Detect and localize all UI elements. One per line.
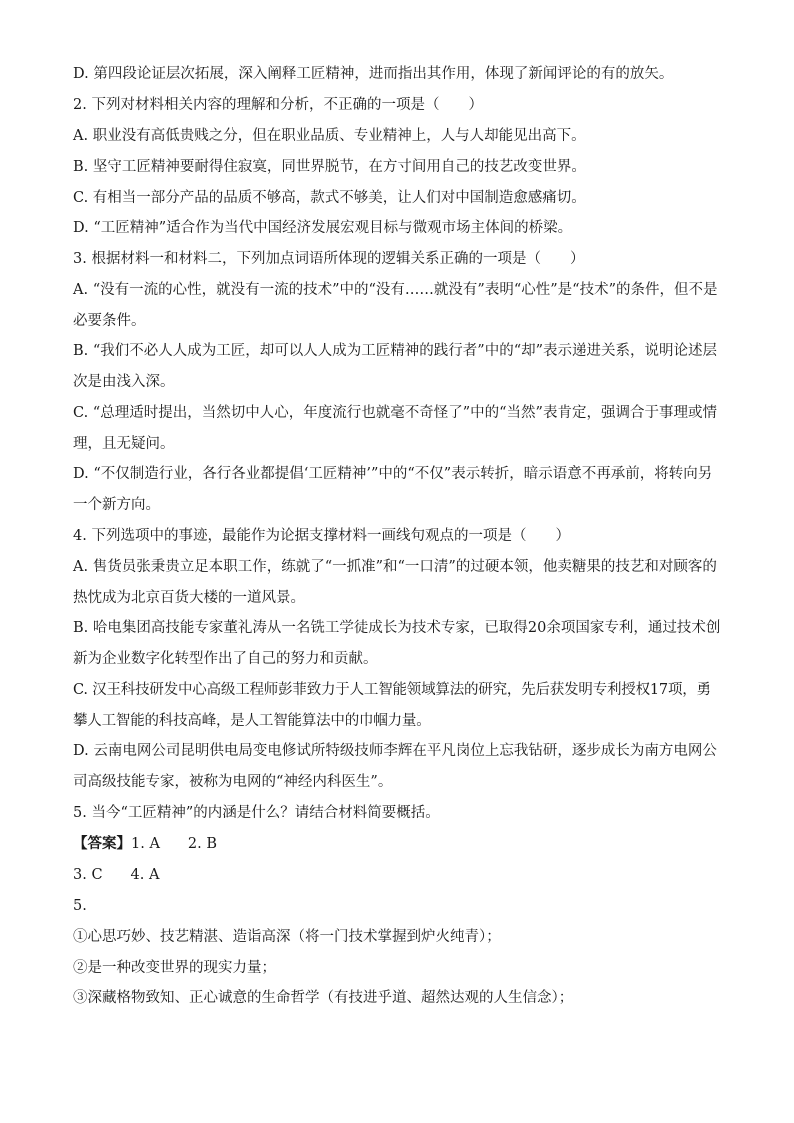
answer-3: 3. C [73, 866, 103, 883]
option-b-q2: B. 坚守工匠精神要耐得住寂寞，同世界脱节，在方寸间用自己的技艺改变世界。 [73, 158, 586, 175]
answer-5-label: 5. [73, 897, 87, 914]
answer-4: 4. A [130, 866, 160, 883]
answer-5-point-2: ②是一种改变世界的现实力量； [73, 959, 276, 976]
question-2: 2. 下列对材料相关内容的理解和分析，不正确的一项是（ ） [73, 96, 483, 113]
option-d-q4: D. 云南电网公司昆明供电局变电修试所特级技师李辉在平凡岗位上忘我钻研，逐步成长为南方电网公司高级技能专家，被称为电网的“神经内科医生”。 [73, 743, 717, 791]
option-c-q4: C. 汉王科技研发中心高级工程师彭菲致力于人工智能领域算法的研究，先后获发明专利授权17项，勇攀人工智能的科技高峰，是人工智能算法中的巾帼力量。 [73, 681, 711, 729]
option-d-q2: D. “工匠精神”适合作为当代中国经济发展宏观目标与微观市场主体间的桥梁。 [73, 220, 573, 237]
answer-row-1 [73, 833, 723, 855]
option-b-q4: B. 哈电集团高技能专家董礼涛从一名铣工学徒成长为技术专家，已取得20余项国家专利，通过技术创新为企业数字化转型作出了自己的努力和贡献。 [73, 620, 721, 668]
option-c-q2: C. 有相当一部分产品的品质不够高，款式不够美，让人们对中国制造愈感痛切。 [73, 189, 586, 206]
question-4: 4. 下列选项中的事迹，最能作为论据支撑材料一画线句观点的一项是（ ） [73, 528, 570, 545]
option-d-q3: D. “不仅制造行业，各行各业都提倡‘工匠精神’”中的“不仅”表示转折，暗示语意不再承前，将转向另一个新方向。 [73, 466, 713, 514]
question-5: 5. 当今“工匠精神”的内涵是什么？请结合材料简要概括。 [73, 805, 440, 822]
option-d-q1: D. 第四段论证层次拓展，深入阐释工匠精神，进而指出其作用，体现了新闻评论的有的放矢。 [73, 66, 674, 82]
option-a-q4: A. 售货员张秉贵立足本职工作，练就了“一抓准”和“一口清”的过硬本领，他卖糖果的技艺和对顾客的热忱成为北京百货大楼的一道风景。 [73, 558, 717, 606]
option-a-q2: A. 职业没有高低贵贱之分，但在职业品质、专业精神上，人与人却能见出高下。 [73, 127, 586, 144]
answer-row-2 [73, 864, 723, 886]
question-3: 3. 根据材料一和材料二，下列加点词语所体现的逻辑关系正确的一项是（ ） [73, 251, 585, 268]
option-b-q3: B. “我们不必人人成为工匠，却可以人人成为工匠精神的践行者”中的“却”表示递进关系，说明论述层次是由浅入深。 [73, 343, 718, 391]
answer-label: 【答案】 [73, 835, 131, 853]
option-a-q3: A. “没有一流的心性，就没有一流的技术”中的“没有……就没有”表明“心性”是“技术”的条件，但不是必要条件。 [73, 281, 718, 329]
option-c-q3: C. “总理适时提出，当然切中人心，年度流行也就毫不奇怪了”中的“当然”表肯定，强调合于事理或情理，且无疑问。 [73, 404, 717, 452]
document-page [73, 63, 723, 1018]
answer-2: 2. B [187, 836, 218, 853]
answer-1: 1. A [131, 836, 160, 853]
answer-5-point-3: ③深藏格物致知、正心诚意的生命哲学（有技进乎道、超然达观的人生信念）； [73, 990, 574, 1007]
answer-5-point-1: ①心思巧妙、技艺精湛、造诣高深（将一门技术掌握到炉火纯青）； [73, 928, 501, 945]
